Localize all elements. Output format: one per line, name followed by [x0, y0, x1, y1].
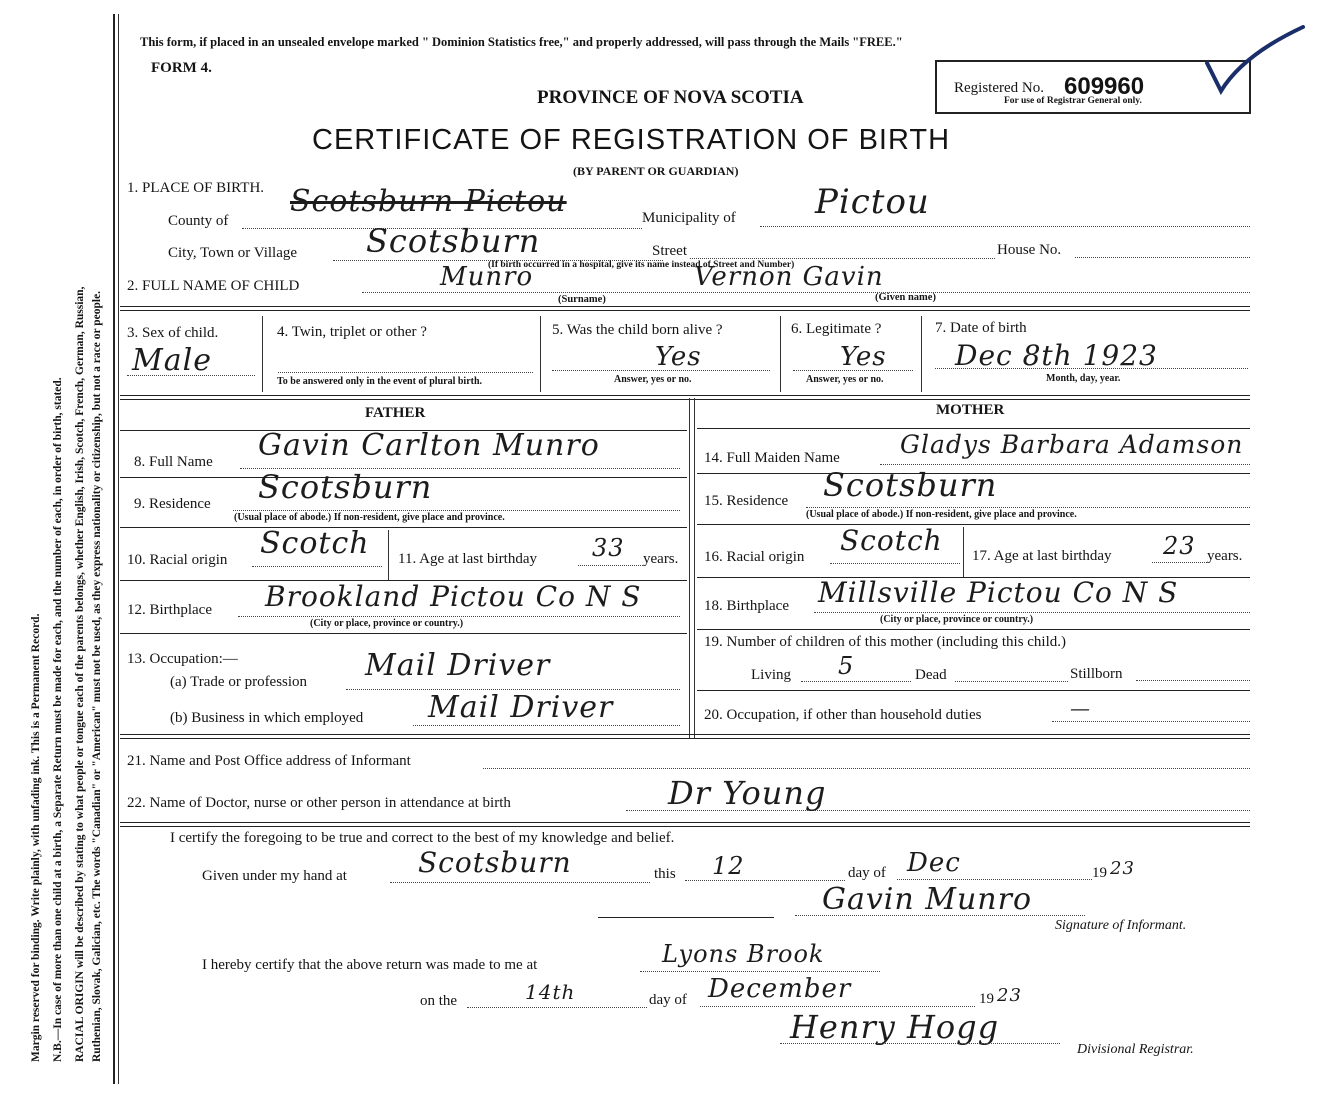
stillborn-label: Stillborn — [1070, 666, 1123, 682]
mother-race-value: Scotch — [840, 524, 943, 557]
registrar-signature-label: Divisional Registrar. — [1077, 1042, 1194, 1057]
mother-years-label: years. — [1207, 548, 1243, 564]
city-value: Scotsburn — [366, 222, 541, 260]
certificate-subtitle: (BY PARENT OR GUARDIAN) — [573, 164, 739, 178]
born-alive-label: 5. Was the child born alive ? — [552, 322, 723, 338]
given-name-note: (Given name) — [875, 292, 936, 303]
father-race-value: Scotch — [260, 526, 370, 561]
certification-month-value: Dec — [907, 848, 961, 878]
place-of-birth-label: 1. PLACE OF BIRTH. — [127, 180, 265, 196]
binding-rule-inner — [118, 14, 119, 1084]
father-heading: FATHER — [365, 405, 426, 421]
father-business-value: Mail Driver — [428, 690, 614, 725]
registrar-day-of-label: day of — [649, 992, 687, 1008]
father-residence-note: (Usual place of abode.) If non-resident, give place and province. — [234, 512, 505, 523]
mother-occupation-value: — — [1070, 696, 1091, 720]
dob-label: 7. Date of birth — [935, 320, 1027, 336]
informant-signature-label: Signature of Informant. — [1055, 918, 1187, 933]
mother-birthplace-note: (City or place, province or country.) — [880, 614, 1034, 625]
mother-birthplace-value: Millsville Pictou Co N S — [818, 576, 1179, 609]
registrar-place-value: Lyons Brook — [662, 940, 825, 968]
child-name-label: 2. FULL NAME OF CHILD — [127, 278, 300, 294]
father-race-label: 10. Racial origin — [127, 552, 228, 568]
registrar-on-the-label: on the — [420, 993, 458, 1009]
born-alive-value: Yes — [655, 342, 702, 372]
father-years-label: years. — [643, 551, 679, 567]
informant-signature: Gavin Munro — [822, 882, 1033, 917]
registrar-statement: I hereby certify that the above return was made to me at — [202, 957, 538, 973]
column-divider — [689, 398, 690, 738]
margin-note-racial-origin-2: Ruthenian, Slovak, Galician, etc. The words "Canadian" or "American" must not be used, as they express nationality or citizenship, but not a race or people. — [91, 290, 103, 1062]
registrar-year-prefix: 19 — [979, 991, 994, 1007]
sex-label: 3. Sex of child. — [127, 325, 219, 341]
father-residence-value: Scotsburn — [258, 468, 433, 506]
certificate-title: CERTIFICATE OF REGISTRATION OF BIRTH — [312, 124, 951, 156]
checkmark-icon — [1203, 25, 1308, 97]
child-surname-value: Munro — [440, 262, 534, 292]
county-value: Scotsburn Pictou — [290, 184, 567, 219]
city-label: City, Town or Village — [168, 245, 298, 261]
street-label: Street — [652, 243, 687, 259]
father-age-value: 33 — [592, 534, 625, 562]
mother-residence-value: Scotsburn — [823, 466, 998, 504]
certification-statement: I certify the foregoing to be true and correct to the best of my knowledge and belief. — [170, 830, 675, 846]
margin-note-racial-origin-1: RACIAL ORIGIN will be described by stating to what people or tongue each of the parents belongs, whether English, Irish, Scotch, French, German, Russian, — [74, 286, 86, 1062]
father-occupation-label: 13. Occupation:— — [127, 651, 238, 667]
certification-year-prefix: 19 — [1092, 865, 1107, 881]
mother-occupation-label: 20. Occupation, if other than household duties — [704, 707, 982, 723]
living-value: 5 — [838, 652, 855, 680]
father-trade-label: (a) Trade or profession — [170, 674, 308, 690]
registered-label: Registered No. — [954, 80, 1044, 96]
municipality-value: Pictou — [815, 182, 930, 222]
mother-name-label: 14. Full Maiden Name — [704, 450, 840, 466]
mother-age-label: 17. Age at last birthday — [972, 548, 1112, 564]
given-under-label: Given under my hand at — [202, 868, 347, 884]
certification-year-value: 23 — [1110, 858, 1135, 879]
father-birthplace-value: Brookland Pictou Co N S — [265, 580, 642, 613]
twin-label: 4. Twin, triplet or other ? — [277, 324, 427, 340]
mail-notice: This form, if placed in an unsealed envelope marked " Dominion Statistics free," and properly addressed, will pass through the Mails "FREE." — [140, 35, 903, 49]
county-label: County of — [168, 213, 229, 229]
given-place-value: Scotsburn — [418, 846, 572, 879]
dead-label: Dead — [915, 667, 947, 683]
born-alive-note: Answer, yes or no. — [614, 374, 692, 385]
living-label: Living — [751, 667, 791, 683]
binding-rule — [113, 14, 115, 1084]
house-number-label: House No. — [997, 242, 1062, 258]
margin-note-binding: Margin reserved for binding. Write plainly, with unfading ink. This is a Permanent Record. — [30, 613, 42, 1062]
father-birthplace-note: (City or place, province or country.) — [310, 618, 464, 629]
child-given-name-value: Vernon Gavin — [694, 262, 884, 292]
legitimate-value: Yes — [840, 342, 887, 372]
doctor-value: Dr Young — [668, 774, 827, 812]
this-label: this — [654, 866, 676, 882]
registrar-signature: Henry Hogg — [790, 1008, 1000, 1046]
province-heading: PROVINCE OF NOVA SCOTIA — [537, 87, 804, 108]
father-name-value: Gavin Carlton Munro — [258, 428, 600, 463]
registrar-month-value: December — [708, 974, 852, 1004]
registrar-note: For use of Registrar General only. — [1004, 96, 1142, 106]
mother-birthplace-label: 18. Birthplace — [704, 598, 789, 614]
twin-note: To be answered only in the event of plural birth. — [277, 376, 483, 387]
mother-race-label: 16. Racial origin — [704, 549, 805, 565]
father-age-label: 11. Age at last birthday — [398, 551, 537, 567]
mother-residence-label: 15. Residence — [704, 493, 789, 509]
father-residence-label: 9. Residence — [134, 496, 211, 512]
legitimate-note: Answer, yes or no. — [806, 374, 884, 385]
father-business-label: (b) Business in which employed — [170, 710, 364, 726]
mother-name-value: Gladys Barbara Adamson — [900, 430, 1244, 459]
section-divider — [120, 306, 1250, 311]
municipality-label: Municipality of — [642, 210, 736, 226]
registered-number: 609960 — [1064, 73, 1145, 100]
certification-day-of-label: day of — [848, 865, 886, 881]
form-number: FORM 4. — [151, 60, 212, 76]
mother-age-value: 23 — [1163, 532, 1196, 560]
registrar-day-value: 14th — [525, 980, 576, 1004]
doctor-label: 22. Name of Doctor, nurse or other person in attendance at birth — [127, 795, 511, 811]
father-birthplace-label: 12. Birthplace — [127, 602, 212, 618]
hospital-note: (If birth occurred in a hospital, give its name instead of Street and Number) — [488, 260, 795, 270]
surname-note: (Surname) — [558, 294, 606, 305]
sex-value: Male — [132, 343, 212, 378]
margin-note-multiple-births: N.B.—In case of more than one child at a birth, a Separate Return must be made for each, and the number of each, in order of birth, stated. — [52, 377, 64, 1062]
dob-note: Month, day, year. — [1046, 373, 1121, 384]
registrar-year-value: 23 — [997, 985, 1022, 1006]
informant-label: 21. Name and Post Office address of Informant — [127, 753, 411, 769]
father-trade-value: Mail Driver — [365, 648, 551, 683]
legitimate-label: 6. Legitimate ? — [791, 321, 882, 337]
dob-value: Dec 8th 1923 — [955, 339, 1158, 372]
father-name-label: 8. Full Name — [134, 454, 213, 470]
mother-heading: MOTHER — [936, 402, 1005, 418]
mother-children-label: 19. Number of children of this mother (including this child.) — [704, 634, 1067, 650]
certification-day-value: 12 — [712, 852, 745, 880]
mother-residence-note: (Usual place of abode.) If non-resident, give place and province. — [806, 509, 1077, 520]
